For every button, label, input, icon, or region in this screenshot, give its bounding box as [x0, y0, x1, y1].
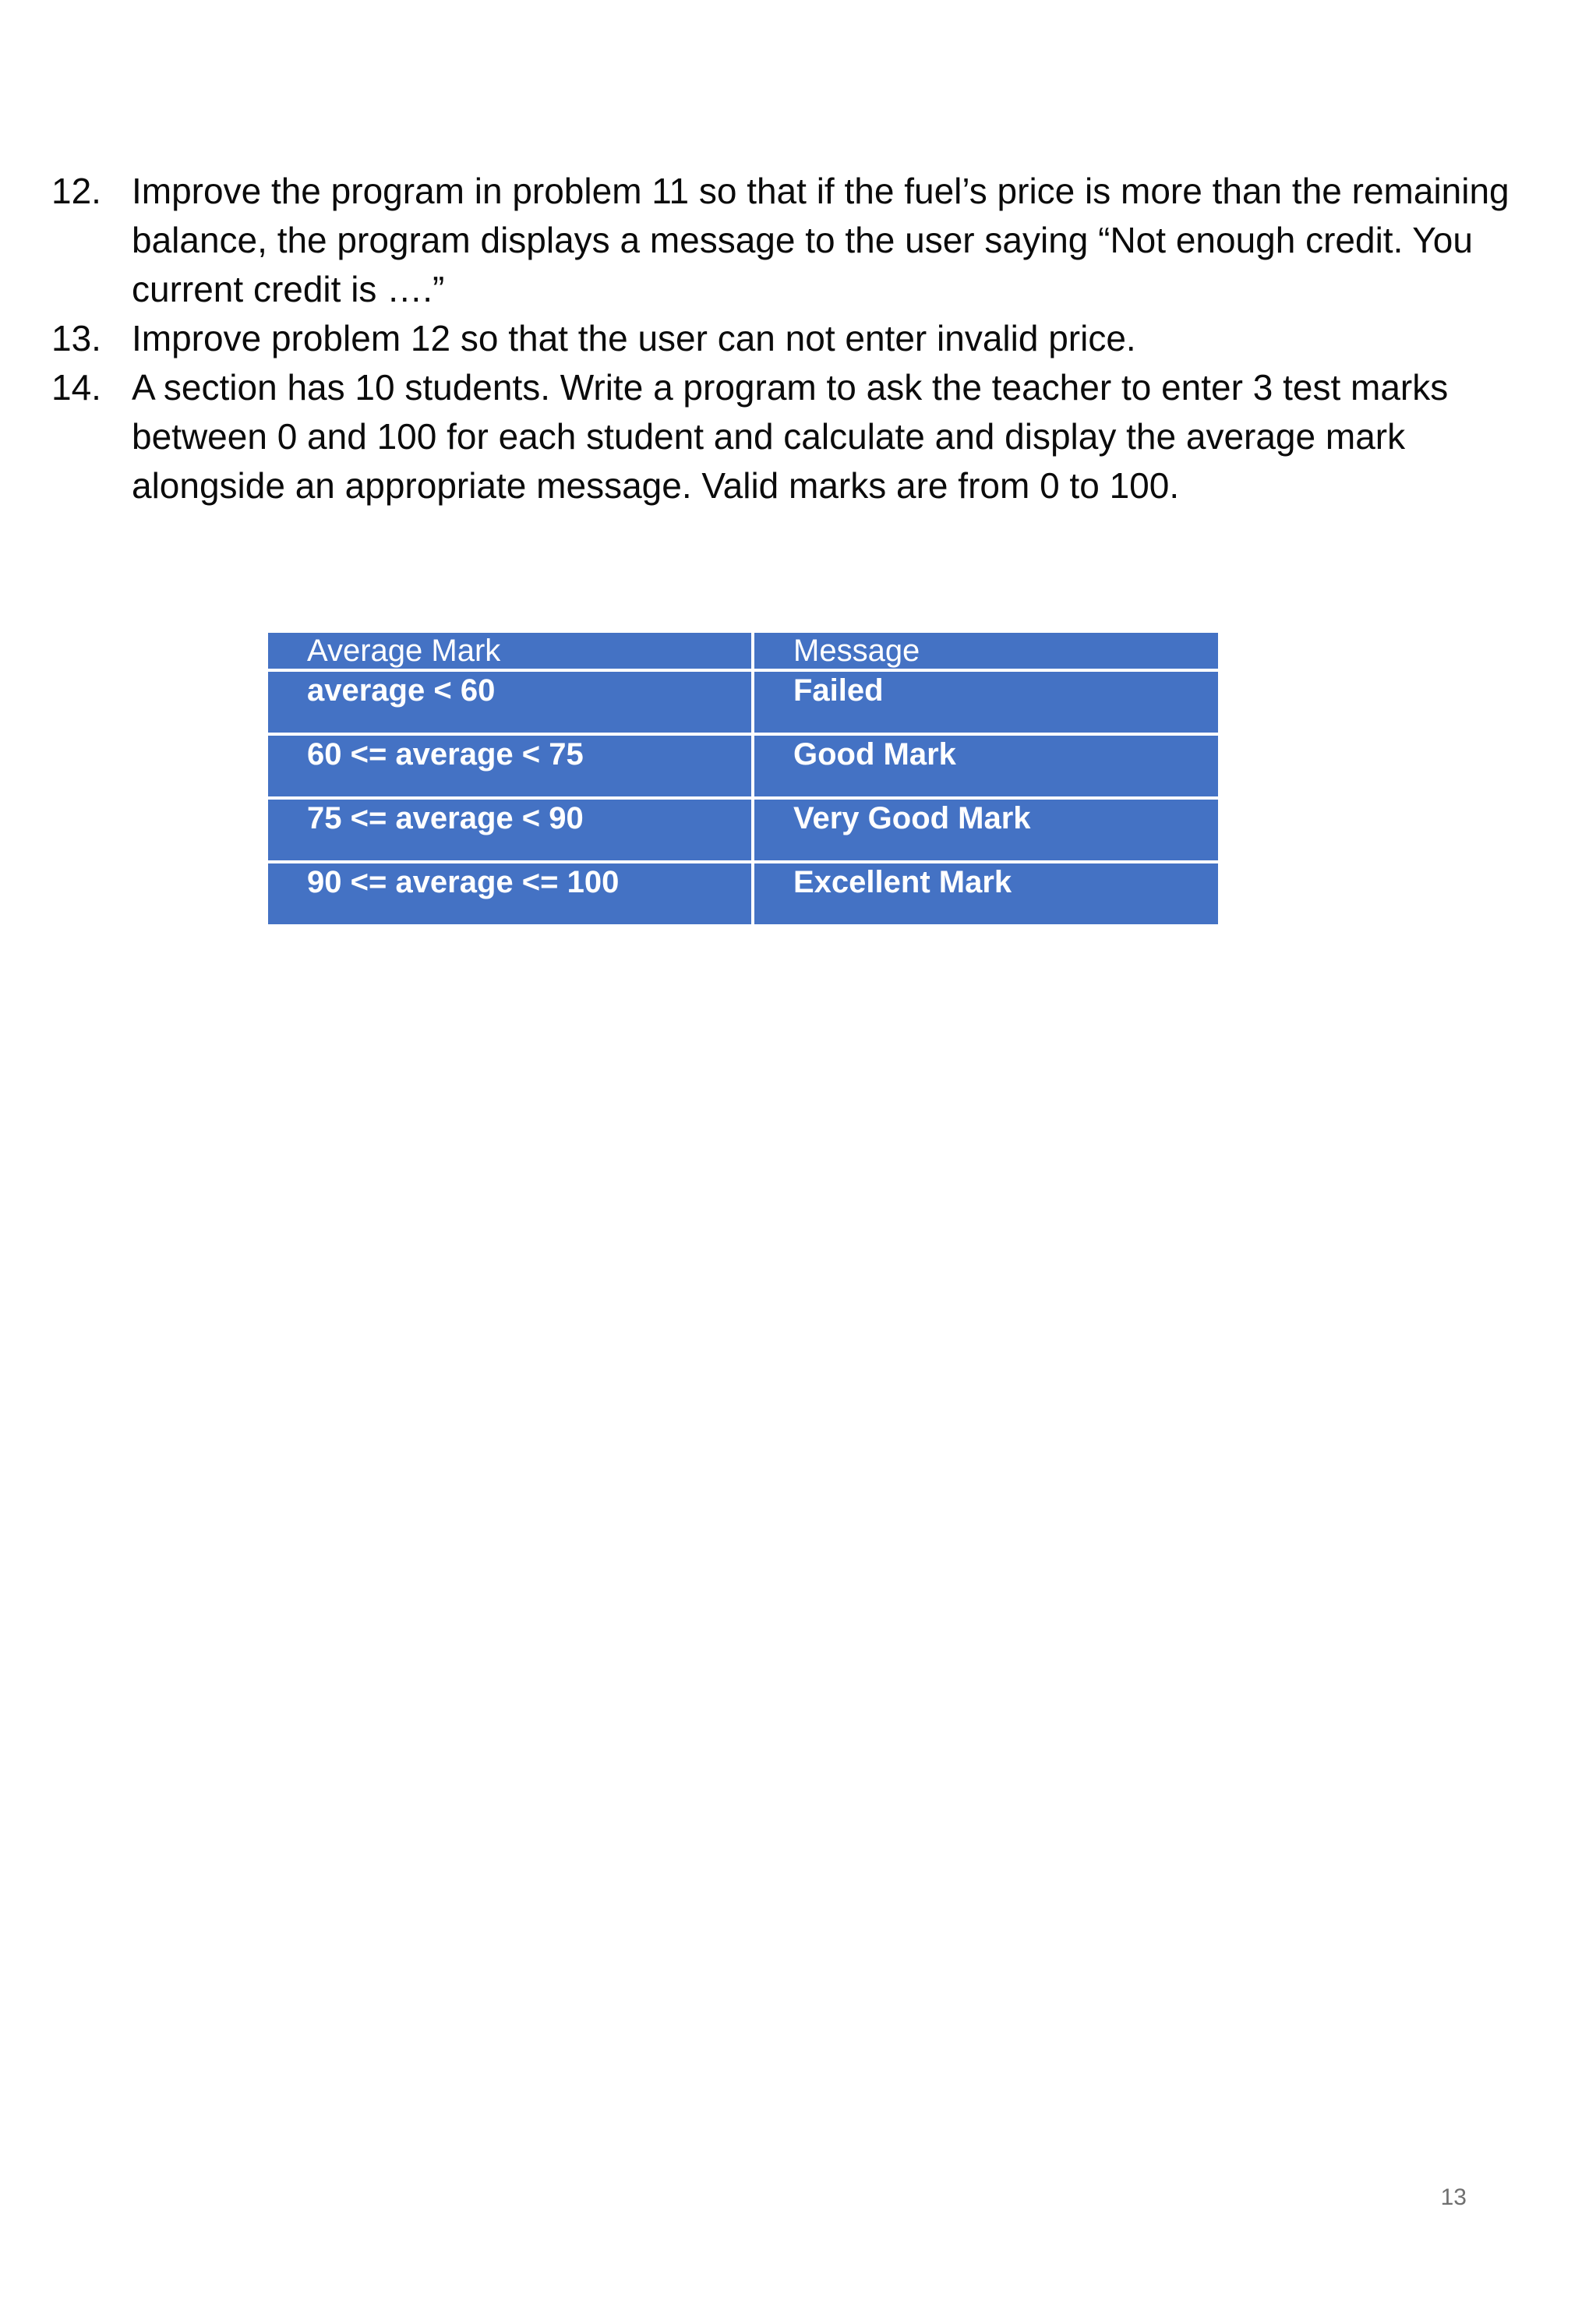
problem-text: Improve problem 12 so that the user can not enter invalid price.	[132, 318, 1136, 358]
problem-text: A section has 10 students. Write a program to ask the teacher to enter 3 test marks between 0 and 100 for each student and calculate and display the average mark alongside an appropriate message. Valid marks are from 0 to 100.	[132, 367, 1449, 506]
table-row	[268, 863, 1218, 924]
average-range-cell: average < 60	[268, 672, 751, 733]
average-range-cell: 75 <= average < 90	[268, 800, 751, 860]
problem-number: 13.	[51, 318, 101, 358]
table-row	[268, 736, 1218, 796]
message-column-header: Message	[754, 633, 1218, 669]
problem-number: 14.	[51, 367, 101, 408]
table-row	[268, 672, 1218, 733]
average-mark-message-table	[265, 630, 1221, 927]
average-range-cell: 60 <= average < 75	[268, 736, 751, 796]
problem-item	[51, 167, 1555, 314]
problem-number: 12.	[51, 171, 101, 211]
table-header-row	[268, 633, 1218, 669]
problem-text: Improve the program in problem 11 so that if the fuel’s price is more than the remaining balance, the program displays a message to the user saying “Not enough credit. You current credit is ….”	[132, 171, 1509, 309]
problem-item	[51, 314, 1555, 363]
page-number: 13	[1440, 2184, 1467, 2210]
average-range-cell: 90 <= average <= 100	[268, 863, 751, 924]
message-cell: Good Mark	[754, 736, 1218, 796]
average-mark-column-header: Average Mark	[268, 633, 751, 669]
message-cell: Very Good Mark	[754, 800, 1218, 860]
problem-item	[51, 363, 1555, 510]
table-row	[268, 800, 1218, 860]
problem-list	[51, 167, 1555, 510]
message-cell: Excellent Mark	[754, 863, 1218, 924]
message-cell: Failed	[754, 672, 1218, 733]
